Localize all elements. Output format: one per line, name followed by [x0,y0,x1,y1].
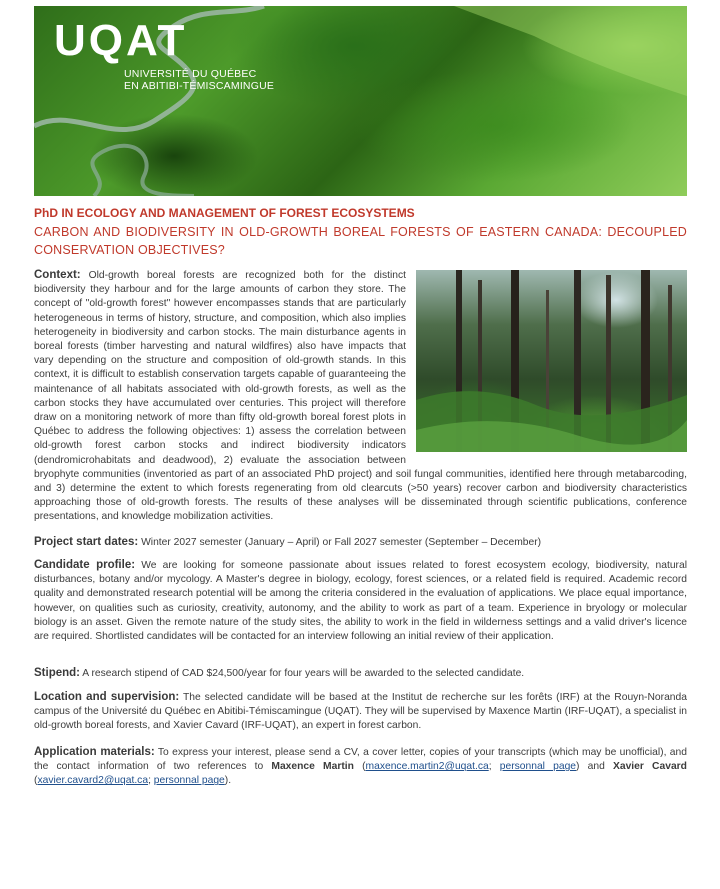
application-label: Application materials: [34,746,155,758]
candidate-text: We are looking for someone passionate about issues related to forest ecosystem ecology, biodiversity, natural disturbances, botany and/or mycology. A Master's degree in biology, ecology, forest sciences, or a related field is required. Academic record quality and demonstrated research potential will be among the criteria considered in the evaluation of applications. We place equal importance, however, on qualities such as curiosity, creativity, autonomy, and the ability to work as part of a team. Experience in bryology or molecular biology is an asset. Given the remote nature of the study sites, the ability to work in the field in wilderness settings and a valid driver's licence are required. Shortlisted candidates will be contacted for an interview following an initial review of their application. [34,560,687,643]
forest-photo [416,270,687,452]
context-section [34,268,687,525]
university-name [124,68,274,92]
program-title: PhD IN ECOLOGY AND MANAGEMENT OF FOREST ECOSYSTEMS [34,206,415,220]
uqat-logo: UQAT [54,16,188,65]
start-dates-label: Project start dates: [34,536,139,548]
university-name-line2: EN ABITIBI-TÉMISCAMINGUE [124,80,275,92]
conjunction-text: and [587,761,605,773]
candidate-section [34,558,687,644]
location-text: The selected candidate will be based at the Institut de recherche sur les forêts (IRF) at the Rouyn-Noranda campus of the Université du Québec en Abitibi-Témiscamingue (UQAT). They will be supervised by Maxence Martin (IRF-UQAT), a specialist in old-growth boreal forests, and Xavier Cavard (IRF-UQAT), an expert in forest carbon. [34,692,687,732]
location-label: Location and supervision: [34,691,180,703]
personal-page-link-cavard[interactable]: personnal page [153,775,225,787]
email-link-martin[interactable]: maxence.martin2@uqat.ca [365,761,489,773]
project-title: CARBON AND BIODIVERSITY IN OLD-GROWTH BOREAL FORESTS OF EASTERN CANADA: DECOUPLED CONSERVATION OBJECTIVES? [34,225,687,257]
header-banner [34,6,687,196]
contact-name-cavard: Xavier Cavard [612,761,687,773]
contact-name-martin: Maxence Martin [271,761,354,773]
university-name-line1: UNIVERSITÉ DU QUÉBEC [124,68,257,80]
candidate-label: Candidate profile: [34,559,136,571]
start-dates-section [34,535,687,550]
location-section [34,690,687,734]
stipend-label: Stipend: [34,667,80,679]
context-label: Context: [34,269,81,281]
start-dates-text: Winter 2027 semester (January – April) or Fall 2027 semester (September – December) [141,537,542,548]
email-link-cavard[interactable]: xavier.cavard2@uqat.ca [37,775,149,787]
application-section: Application materials: To express your interest, please send a CV, a cover letter, copies of your transcripts (which may be unofficial), and the contact information of two references to Maxence Martin (maxence.martin2@uqat.ca; personnal page) and Xavier Cavard (xavier.cavard2@uqat.ca; personnal page). [34,746,687,787]
personal-page-link-martin[interactable]: personnal page [499,761,577,773]
stipend-section [34,666,687,681]
application-text: To express your interest, please send a CV, a cover letter, copies of your transcripts (which may be unofficial), and the contact information of two references to [34,747,687,773]
context-text: Old-growth boreal forests are recognized both for the distinct biodiversity they harbour and for the large amounts of carbon they store. The concept of "old-growth forest" however encompasses stands that are particularly heterogeneous in terms of history, structure, and composition, which also implies heterogeneity in biodiversity and carbon stocks. The main disturbance agents in boreal forests (timber harvesting and natural wildfires) also have impacts that vary depending on the structure and composition of old-growth stands. In this context, it is difficult to establish conservation targets capable of guaranteeing the maintenance of all habitats associated with old-growth forests, as well as the carbon stocks they have accumulated over centuries. This project will therefore draw on a monitoring network of more than fifty old-growth boreal forest plots in Québec to address the following objectives: 1) assess the correlation between old-growth forest carbon stocks and indirect biodiversity indicators (dendromicrohabitats and deadwood), 2) evaluate the association between bryophyte communities (inventoried as part of an associated PhD project) and soil fungal communities, identified here through metabarcoding, and 3) determine the extent to which forests regenerating from old clearcuts (>50 years) recover carbon and biodiversity characteristics approaching those of old-growth forests. The results of these analyses will be disseminated through scientific publications, conference presentations, and knowledge mobilization activities. [34,270,687,523]
stipend-text: A research stipend of CAD $24,500/year for four years will be awarded to the selected candidate. [82,668,525,679]
